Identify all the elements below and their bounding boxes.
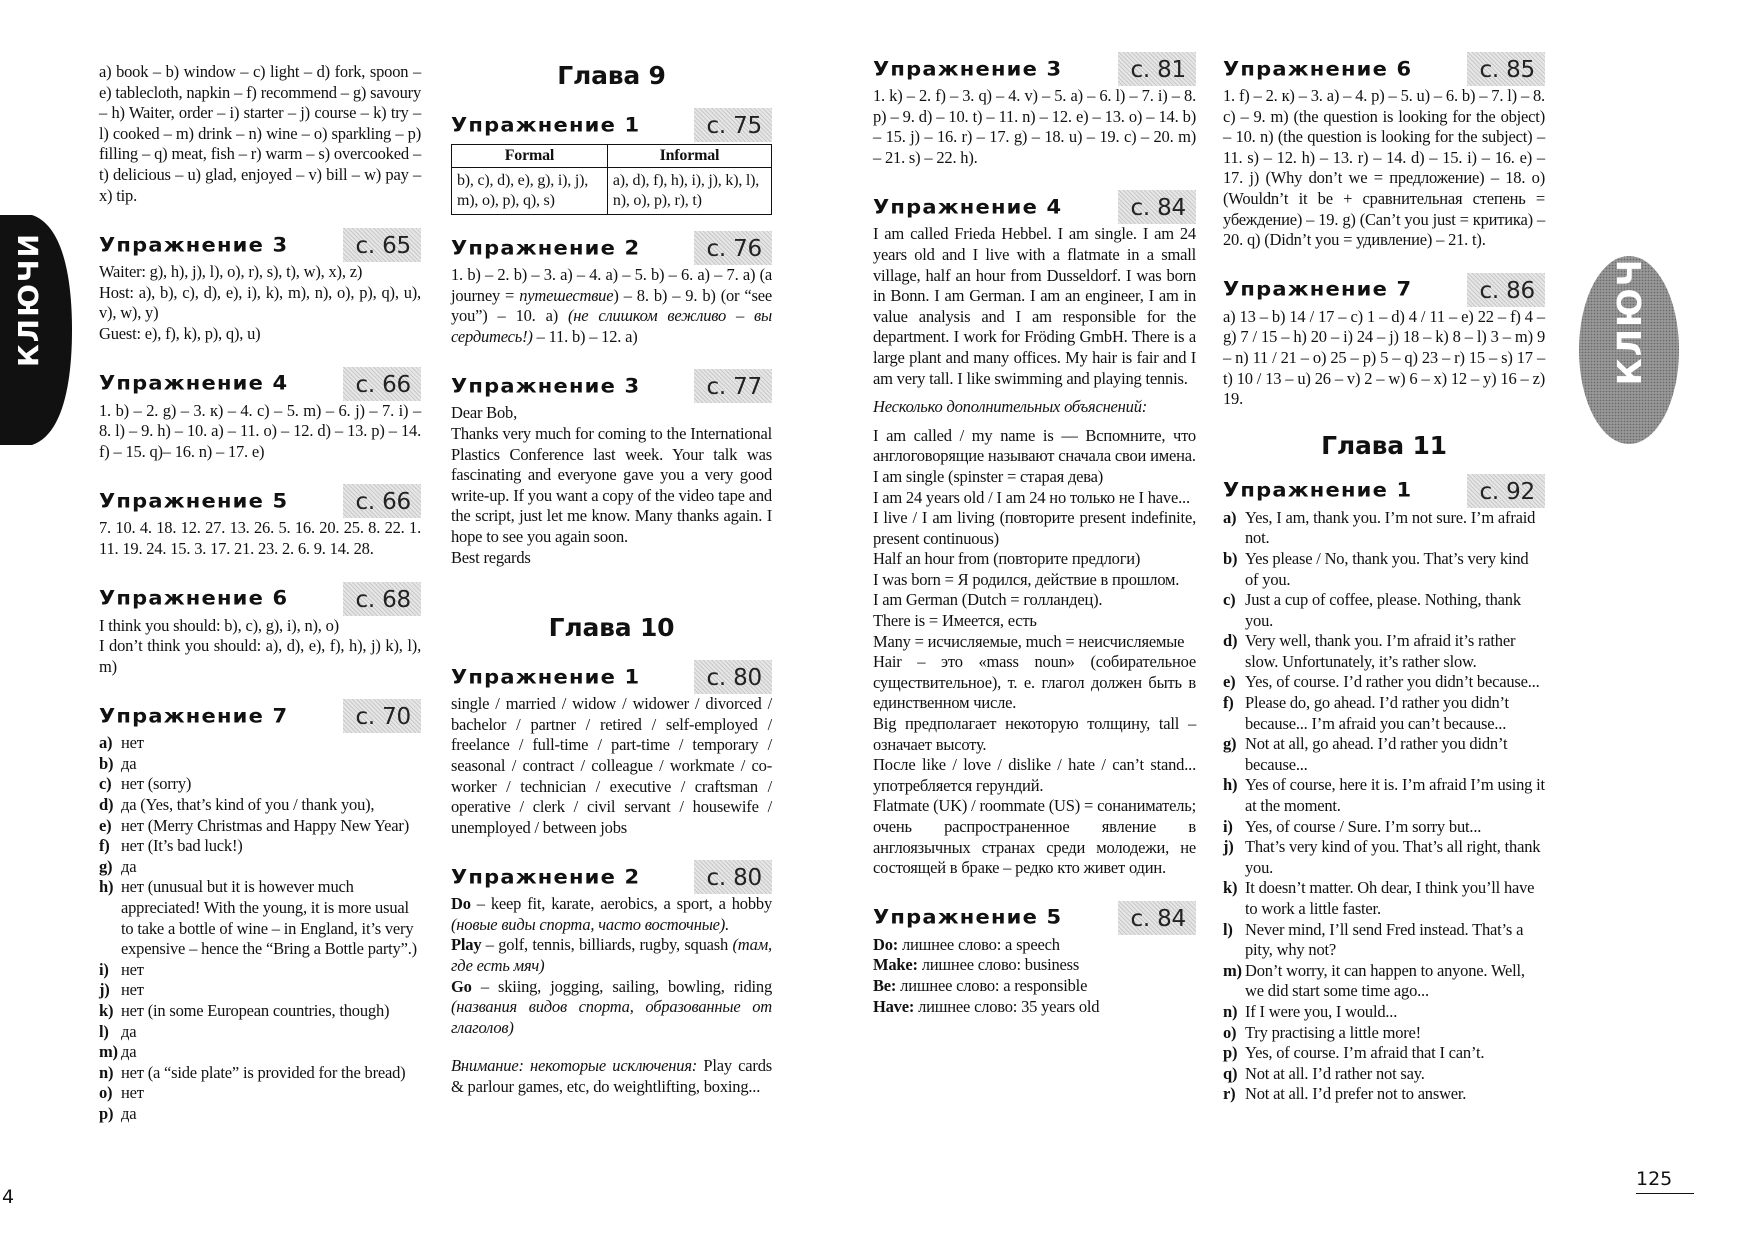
- list-item: [1223, 878, 1545, 919]
- item-key: g): [1223, 734, 1237, 754]
- have-line: Have: лишнее слово: 35 years old: [873, 996, 1100, 1016]
- item-key: f): [1223, 693, 1234, 713]
- exercise-1-list: [1223, 508, 1545, 1105]
- exercise-title: Упражнение 3: [873, 57, 1063, 81]
- list-item: [99, 1022, 421, 1043]
- item-key: m): [99, 1042, 118, 1062]
- side-tab-right-label: КЛЮЧИ: [1610, 228, 1649, 386]
- item-key: j): [99, 980, 110, 1000]
- list-item: [1223, 817, 1545, 838]
- list-item: [99, 795, 421, 816]
- list-item: [99, 836, 421, 857]
- exercise-3-header: [873, 52, 1196, 86]
- explanation-item: Flatmate (UK) / roommate (US) = сонаниматель; очень распространенное явление в англоязычных странах среди молодежи, не состоящей в браке – редко кто живет один.: [873, 796, 1196, 878]
- item-text: Yes, of course. I’m afraid that I can’t.: [1245, 1043, 1485, 1063]
- go-answers: Go – skiing, jogging, sailing, bowling, riding (названия видов спорта, образованные от глаголов): [451, 976, 772, 1037]
- list-item: [1223, 920, 1545, 961]
- item-key: c): [99, 774, 112, 794]
- explanation-item: Hair – это «mass noun» (собирательное существительное), т. е. глагол должен быть в единственном числе.: [873, 652, 1196, 713]
- exercise-3-header: [99, 228, 421, 262]
- page-ref-badge: с. 66: [343, 484, 421, 518]
- list-item: [1223, 961, 1545, 1002]
- exercise-title: Упражнение 7: [99, 704, 289, 728]
- item-key: r): [1223, 1084, 1236, 1104]
- exercise-title: Упражнение 7: [1223, 278, 1413, 301]
- exercise-1-header: [451, 660, 772, 694]
- list-item: [99, 754, 421, 775]
- page-ref-badge: с. 76: [694, 231, 772, 265]
- page-number-left: 4: [2, 1186, 15, 1208]
- letter-closing: Best regards: [451, 547, 531, 567]
- exercise-title: Упражнение 5: [873, 906, 1063, 929]
- list-item: [99, 1083, 421, 1104]
- item-text: Not at all. I’d rather not say.: [1245, 1063, 1425, 1083]
- list-item: [1223, 1023, 1545, 1044]
- letter-greeting: Dear Bob,: [451, 403, 518, 423]
- exercise-7-header: [1223, 273, 1545, 307]
- exercise-title: Упражнение 3: [451, 374, 641, 398]
- item-text: нет (sorry): [121, 774, 192, 794]
- item-text: Yes, I am, thank you. I’m not sure. I’m afraid not.: [1245, 507, 1536, 548]
- item-key: q): [1223, 1063, 1238, 1083]
- page-ref-badge: с. 68: [343, 582, 421, 616]
- item-key: p): [1223, 1043, 1238, 1063]
- list-item: [99, 1001, 421, 1022]
- chapter-heading: Глава 11: [1321, 430, 1447, 460]
- item-text: да: [121, 856, 137, 876]
- item-key: k): [99, 1001, 114, 1020]
- list-item: [99, 733, 421, 754]
- item-text: It doesn’t matter. Oh dear, I think you’ll have to work a little faster.: [1245, 878, 1535, 918]
- item-text: That’s very kind of you. That’s all right, thank you.: [1245, 837, 1541, 877]
- dont-answers: I don’t think you should: a), d), e), f), h), j) k), l), m): [99, 636, 421, 676]
- item-key: g): [99, 856, 113, 876]
- page-ref-badge: с. 84: [1118, 901, 1196, 935]
- side-tab-left-label: КЛЮЧИ: [12, 232, 45, 368]
- item-text: Yes, of course / Sure. I’m sorry but...: [1245, 816, 1482, 836]
- exercise-title: Упражнение 6: [1223, 57, 1413, 81]
- page-ref-badge: с. 84: [1118, 190, 1196, 224]
- page-ref-badge: с. 75: [694, 108, 772, 142]
- page-ref-badge: с. 81: [1118, 52, 1196, 86]
- item-key: o): [99, 1083, 113, 1103]
- waiter-answers: Waiter: g), h), j), l), o), r), s), t), w), x), z): [99, 262, 363, 282]
- item-text: нет (It’s bad luck!): [121, 836, 243, 856]
- list-item: [99, 877, 421, 959]
- exercise-4-header: [99, 367, 421, 401]
- explanation-item: I am called / my name is — Вспомните, что англоговорящие называют сначала свои имена.: [873, 425, 1196, 466]
- item-text: Yes please / No, thank you. That’s very kind of you.: [1245, 548, 1529, 589]
- item-key: m): [1223, 960, 1242, 980]
- item-text: нет: [121, 733, 144, 753]
- item-text: да: [121, 1021, 137, 1041]
- exercise-2-answers: 1. b) – 2. b) – 3. a) – 4. a) – 5. b) – 6. a) – 7. a) (a journey = путешествие) – 8. b) – 9. b) (or “see you”) – 10. a) (не слишком вежливо – вы сердитесь!) – 11. b) – 12. a): [451, 265, 772, 346]
- should-answers: I think you should: b), c), g), i), n), o): [99, 615, 339, 635]
- item-key: f): [99, 836, 110, 856]
- exercise-title: Упражнение 1: [451, 113, 641, 137]
- item-text: Not at all, go ahead. I’d rather you didn’t because...: [1245, 734, 1508, 774]
- chapter-heading: Глава 10: [548, 613, 675, 643]
- guest-answers: Guest: e), f), k), p), q), u): [99, 323, 261, 343]
- list-item: [1223, 734, 1545, 775]
- page-ref-badge: с. 65: [343, 228, 421, 262]
- column-4: [1223, 52, 1545, 1105]
- explanation-item: После like / love / dislike / hate / can’t stand... употребляется герундий.: [873, 755, 1196, 795]
- page-ref-badge: с. 70: [343, 699, 421, 733]
- list-item: [1223, 693, 1545, 734]
- item-text: Don’t worry, it can happen to anyone. Well, we did start some time ago...: [1245, 960, 1525, 1001]
- list-item: [99, 980, 421, 1001]
- exercise-5-answers: 7. 10. 4. 18. 12. 27. 13. 26. 5. 16. 20. 25. 8. 22. 1. 11. 19. 24. 15. 3. 17. 21. 23. 2. 6. 9. 14. 28.: [99, 518, 421, 558]
- exercise-2-header: [451, 860, 772, 894]
- item-text: да: [121, 1103, 137, 1123]
- exceptions-note: Внимание: некоторые исключения: Play cards & parlour games, etc, do weightlifting, boxing...: [451, 1056, 772, 1097]
- explanation-item: I am single (spinster = старая дева): [873, 466, 1104, 486]
- table-header-informal: Informal: [607, 145, 771, 168]
- list-item: [1223, 1002, 1545, 1023]
- do-answers: Do – keep fit, karate, aerobics, a sport, a hobby (новые виды спорта, часто восточные).: [451, 894, 772, 934]
- item-key: n): [1223, 1001, 1238, 1021]
- item-key: n): [99, 1062, 114, 1082]
- item-text: If I were you, I would...: [1245, 1001, 1398, 1021]
- table-cell-formal: b), c), d), e), g), i), j), m), o), p), q), s): [452, 168, 608, 215]
- exercise-1-header: [451, 108, 772, 142]
- list-item: [1223, 775, 1545, 816]
- item-text: нет (unusual but it is however much appreciated! With the young, it is more usual to take a bottle of wine – in England, it’s very expensive – hence the “Bring a Bottle party”.): [121, 877, 417, 959]
- explanations-heading: Несколько дополнительных объяснений:: [873, 397, 1148, 417]
- list-item: [1223, 508, 1545, 549]
- item-text: Yes, of course. I’d rather you didn’t because...: [1245, 672, 1540, 692]
- explanation-item: There is = Имеется, есть: [873, 611, 1037, 631]
- exercise-6-header: [1223, 52, 1545, 86]
- column-3: [873, 52, 1196, 1017]
- item-text: нет (a “side plate” is provided for the bread): [121, 1062, 406, 1082]
- page-number-right: 125: [1636, 1168, 1673, 1190]
- list-item: [1223, 1064, 1545, 1085]
- item-key: b): [99, 753, 114, 773]
- explanation-item: I was born = Я родился, действие в прошлом.: [873, 569, 1180, 589]
- page-ref-badge: с. 80: [694, 660, 772, 694]
- exercise-5-header: [873, 901, 1196, 935]
- exercise-7-answers: a) 13 – b) 14 / 17 – c) 1 – d) 4 / 11 – e) 22 – f) 4 – g) 7 / 15 – h) 20 – i) 24 – j) 18 – k) 8 – l) 3 – m) 9 – n) 11 / 21 – o) 25 – p) 5 – q) 23 – r) 15 – s) 17 – t) 10 / 13 – u) 26 – v) 2 – w) 6 – x) 12 – y) 16 – z) 19.: [1223, 306, 1545, 409]
- host-answers: Host: a), b), c), d), e), i), k), m), n), o), p), q), u), v), w), y): [99, 282, 421, 323]
- list-item: [1223, 549, 1545, 590]
- item-key: h): [1223, 775, 1238, 795]
- be-line: Be: лишнее слово: a responsible: [873, 975, 1088, 995]
- item-key: c): [1223, 590, 1236, 610]
- explanation-item: I am 24 years old / I am 24 но только не I have...: [873, 487, 1190, 507]
- item-key: j): [1223, 837, 1234, 857]
- item-text: Just a cup of coffee, please. Nothing, thank you.: [1245, 590, 1521, 630]
- exercise-title: Упражнение 3: [99, 233, 289, 257]
- page-ref-badge: с. 80: [694, 860, 772, 894]
- chapter-heading: Глава 9: [557, 61, 666, 90]
- exercise-6-header: [99, 582, 421, 616]
- column-2: [451, 58, 772, 1098]
- exercise-title: Упражнение 2: [451, 865, 641, 889]
- item-key: d): [99, 795, 114, 815]
- item-text: Not at all. I’d prefer not to answer.: [1245, 1084, 1467, 1104]
- item-text: нет (in some European countries, though): [121, 1001, 390, 1020]
- page-ref-badge: с. 85: [1467, 52, 1545, 86]
- explanations-list: [873, 426, 1196, 879]
- list-item: [1223, 631, 1545, 672]
- list-item: [1223, 672, 1545, 693]
- explanation-item: I live / I am living (повторите present indefinite, present continuous): [873, 508, 1196, 548]
- item-text: Yes of course, here it is. I’m afraid I’m using it at the moment.: [1245, 775, 1545, 816]
- exercise-4-header: [873, 190, 1196, 224]
- letter-body: Thanks very much for coming to the International Plastics Conference last week. Your talk was fascinating and everyone gave you a very good write-up. If you want a copy of the video tape and the script, just let me know. Many thanks again. I hope to see you again soon.: [451, 423, 772, 546]
- exercise-2-header: [451, 231, 772, 265]
- exercise-7-list: [99, 733, 421, 1124]
- item-key: k): [1223, 878, 1238, 898]
- page-ref-badge: с. 77: [694, 369, 772, 403]
- exercise-7-header: [99, 699, 421, 733]
- item-text: нет: [121, 1083, 144, 1103]
- table-cell-informal: a), d), f), h), i), j), k), l), n), o), p), r), t): [607, 168, 771, 215]
- item-key: d): [1223, 631, 1238, 651]
- item-key: o): [1223, 1022, 1237, 1042]
- item-text: нет: [121, 980, 144, 1000]
- item-key: l): [1223, 919, 1233, 939]
- item-key: l): [99, 1021, 109, 1041]
- column-1: [99, 62, 421, 1125]
- item-text: да: [121, 753, 137, 773]
- list-item: [99, 1042, 421, 1063]
- explanation-item: I am German (Dutch = голландец).: [873, 590, 1103, 610]
- explanation-item: Big предполагает некоторую толщину, tall – означает высоту.: [873, 714, 1196, 754]
- item-text: нет: [121, 959, 144, 979]
- exercise-title: Упражнение 5: [99, 489, 289, 513]
- item-key: i): [99, 959, 109, 979]
- item-text: Never mind, I’ll send Fred instead. That’s a pity, why not?: [1245, 919, 1524, 960]
- do-line: Do: лишнее слово: a speech: [873, 934, 1060, 954]
- exercise-title: Упражнение 4: [99, 371, 289, 395]
- item-text: да (Yes, that’s kind of you / thank you),: [121, 795, 375, 815]
- exercise-title: Упражнение 2: [451, 236, 641, 260]
- list-item: [1223, 590, 1545, 631]
- page-ref-badge: с. 92: [1467, 474, 1545, 508]
- exercise-4-text: I am called Frieda Hebbel. I am single. I am 24 years old and I live with a flatmate in a small village, half an hour from Dusseldorf. I was born in Bonn. I am German. I am an engineer, I am in value analysis and I am responsible for the department. I work for Fröding GmbH. There is a large plant and many offices. My hair is fair and I am very tall. I like swimming and playing tennis.: [873, 224, 1196, 388]
- item-key: i): [1223, 816, 1233, 836]
- exercise-3-answers: 1. k) – 2. f) – 3. q) – 4. v) – 5. a) – 6. l) – 7. i) – 8. p) – 9. d) – 10. t) – 11. n) – 12. e) – 13. o) – 14. b) – 15. j) – 16. r) – 17. g) – 18. u) – 19. c) – 20. m) – 21. s) – 22. h).: [873, 86, 1196, 167]
- intro-answers: a) book – b) window – c) light – d) fork, spoon – e) tablecloth, napkin – f) recommend – g) savoury – h) Waiter, order – i) starter – j) course – k) try – l) cooked – m) drink – n) wine – o) sparkling – p) filling – q) meat, fish – r) warm – s) overcooked – t) delicious – u) glad, enjoyed – v) bill – w) pay – x) tip.: [99, 62, 421, 205]
- item-text: Please do, go ahead. I’d rather you didn’t because... I’m afraid you can’t because...: [1245, 693, 1509, 733]
- exercise-title: Упражнение 6: [99, 586, 289, 610]
- item-text: Very well, thank you. I’m afraid it’s rather slow. Unfortunately, it’s rather slow.: [1245, 631, 1516, 671]
- item-key: b): [1223, 548, 1238, 568]
- item-key: h): [99, 877, 114, 897]
- exercise-title: Упражнение 1: [451, 665, 641, 689]
- list-item: [1223, 1043, 1545, 1064]
- list-item: [99, 774, 421, 795]
- item-key: e): [1223, 672, 1236, 692]
- exercise-4-answers: 1. b) – 2. g) – 3. к) – 4. c) – 5. m) – 6. j) – 7. i) – 8. l) – 9. h) – 10. a) – 11. o) – 12. d) – 13. p) – 14. f) – 15. q)– 16. n) – 17. e): [99, 400, 421, 461]
- item-text: нет (Merry Christmas and Happy New Year): [121, 815, 410, 835]
- list-item: [1223, 1084, 1545, 1105]
- page-ref-badge: с. 86: [1467, 273, 1545, 307]
- item-text: да: [121, 1042, 137, 1062]
- make-line: Make: лишнее слово: business: [873, 955, 1080, 975]
- list-item: [99, 857, 421, 878]
- list-item: [99, 960, 421, 981]
- list-item: [99, 1104, 421, 1125]
- table-header-formal: Formal: [452, 145, 608, 168]
- explanation-item: Half an hour from (повторите предлоги): [873, 549, 1141, 569]
- exercise-6-answers: 1. f) – 2. к) – 3. a) – 4. p) – 5. u) – 6. b) – 7. l) – 8. c) – 9. m) (the question is looking for the object) – 10. n) (the question is looking for the subject) – 11. s) – 12. h) – 13. r) – 14. d) – 15. i) – 16. e) – 17. j) (Why don’t we = предложение) – 18. o) (Wouldn’t it be + сравнительная степень = убеждение) – 19. g) (Can’t you just = критика) – 20. q) (Didn’t you = удивление) – 21. t).: [1223, 86, 1545, 250]
- item-key: a): [1223, 507, 1237, 527]
- vocabulary-list: single / married / widow / widower / divorced / bachelor / partner / retired / self-employed / freelance / full-time / part-time / temporary / seasonal / contract / colleague / workmate / co-worker / technician / executive / craftsman / operative / clerk / civil servant / housewife / unemployed / between jobs: [451, 694, 772, 837]
- formal-informal-table: [451, 144, 772, 215]
- item-text: Try practising a little more!: [1245, 1022, 1421, 1042]
- item-key: p): [99, 1103, 114, 1123]
- list-item: [99, 816, 421, 837]
- exercise-title: Упражнение 4: [873, 195, 1063, 219]
- exercise-3-header: [451, 369, 772, 403]
- page-number-rule: [1636, 1193, 1694, 1194]
- list-item: [1223, 837, 1545, 878]
- list-item: [99, 1063, 421, 1084]
- explanation-item: Many = исчисляемые, much = неисчисляемые: [873, 631, 1185, 651]
- exercise-1-header: [1223, 474, 1545, 508]
- play-answers: Play – golf, tennis, billiards, rugby, squash (там, где есть мяч): [451, 935, 772, 976]
- item-key: a): [99, 733, 113, 753]
- exercise-5-header: [99, 484, 421, 518]
- item-key: e): [99, 815, 112, 835]
- exercise-title: Упражнение 1: [1223, 479, 1413, 502]
- page-ref-badge: с. 66: [343, 367, 421, 401]
